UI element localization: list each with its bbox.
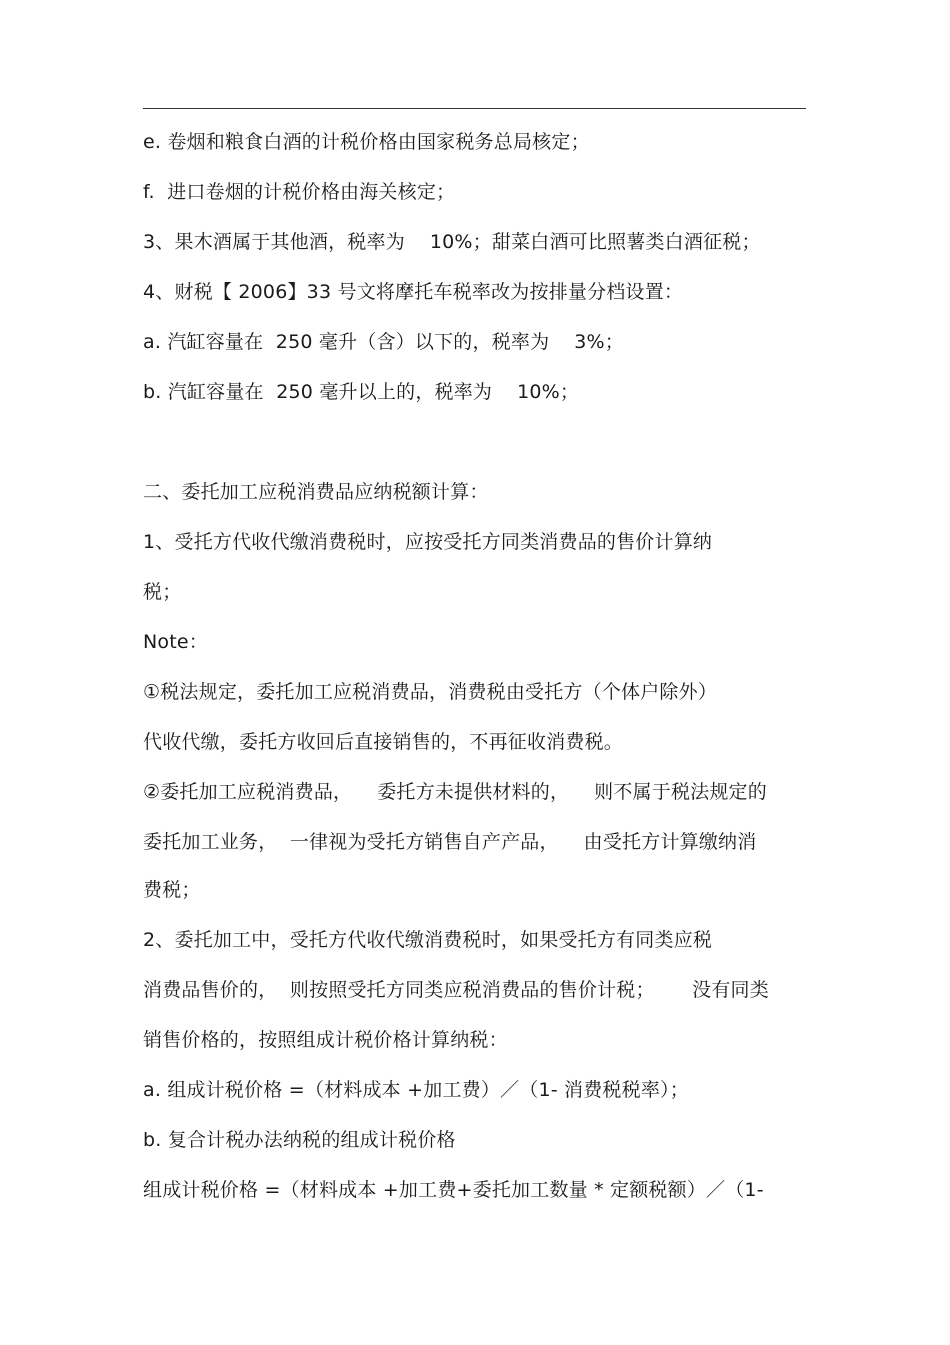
text-line: 4、财税【 2006】33 号文将摩托车税率改为按排量分档设置： — [143, 281, 684, 303]
text-line: 代收代缴，委托方收回后直接销售的，不再征收消费税。 — [143, 731, 624, 753]
text-line: 委托加工业务， 一律视为受托方销售自产产品， 由受托方计算缴纳消 — [143, 831, 757, 853]
text-line: e. 卷烟和粮食白酒的计税价格由国家税务总局核定； — [143, 131, 590, 153]
text-line: b. 汽缸容量在 250 毫升以上的，税率为 10%； — [143, 381, 580, 403]
text-line: a. 汽缸容量在 250 毫升（含）以下的，税率为 3%； — [143, 331, 625, 353]
text-line: 3、果木酒属于其他酒，税率为 10%；甜菜白酒可比照薯类白酒征税； — [143, 231, 761, 253]
note-label: Note： — [143, 631, 208, 653]
text-line: 组成计税价格 =（材料成本 +加工费+委托加工数量 * 定额税额）／（1- — [143, 1179, 764, 1201]
text-line: ①税法规定，委托加工应税消费品，消费税由受托方（个体户除外） — [143, 681, 718, 703]
section-heading: 二、委托加工应税消费品应纳税额计算： — [143, 481, 489, 503]
text-line: 消费品售价的， 则按照受托方同类应税消费品的售价计税； 没有同类 — [143, 979, 769, 1001]
text-line: 费税； — [143, 879, 201, 901]
text-line: ②委托加工应税消费品， 委托方未提供材料的， 则不属于税法规定的 — [143, 781, 767, 803]
header-rule — [143, 108, 806, 109]
text-line: 2、委托加工中，受托方代收代缴消费税时，如果受托方有同类应税 — [143, 929, 713, 951]
text-line: 税； — [143, 581, 182, 603]
text-line: f. 进口卷烟的计税价格由海关核定； — [143, 181, 456, 203]
text-line: b. 复合计税办法纳税的组成计税价格 — [143, 1129, 456, 1151]
text-line: a. 组成计税价格 =（材料成本 +加工费）／（1- 消费税税率）； — [143, 1079, 689, 1101]
text-line: 销售价格的，按照组成计税价格计算纳税： — [143, 1029, 508, 1051]
text-line: 1、受托方代收代缴消费税时，应按受托方同类消费品的售价计算纳 — [143, 531, 713, 553]
